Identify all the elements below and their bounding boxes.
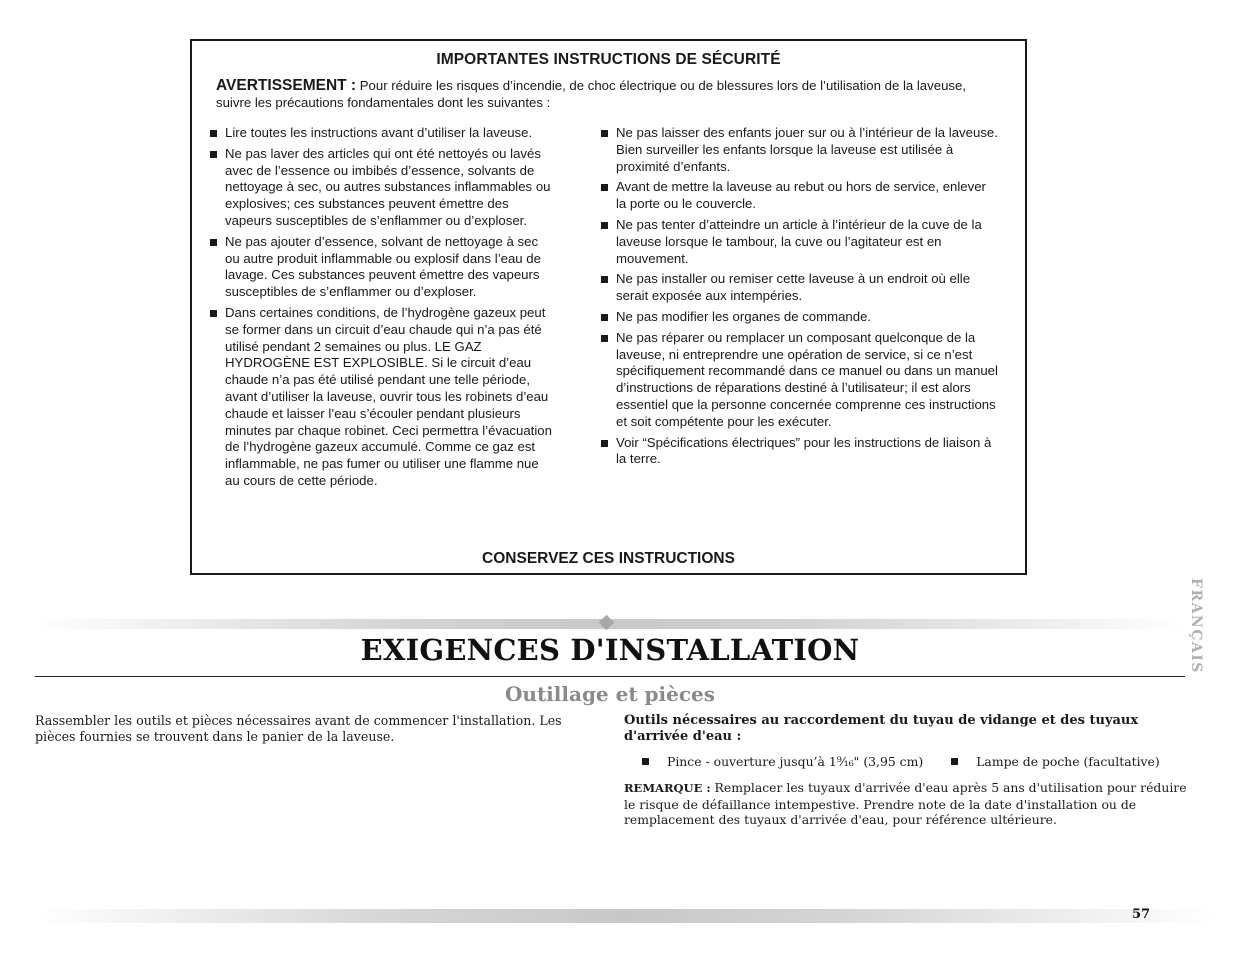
safety-footer: CONSERVEZ CES INSTRUCTIONS: [482, 550, 735, 567]
warning-text: Pour réduire les risques d’incendie, de choc électrique ou de blessures lors de l’utilisation de la laveuse, suivre les précautions fondamentales dont les suivantes :: [216, 78, 966, 110]
section-title: EXIGENCES D'INSTALLATION: [360, 633, 860, 667]
safety-instructions-box: [190, 39, 1027, 575]
language-side-label: FRANÇAIS: [1188, 578, 1204, 674]
square-bullet-icon: [951, 758, 958, 765]
warning-paragraph: [216, 77, 996, 111]
list-item: Pince - ouverture jusqu’à 1⁹⁄₁₆" (3,95 cm): [642, 754, 923, 769]
note-text: Remplacer les tuyaux d'arrivée d'eau après 5 ans d'utilisation pour réduire le risque de défaillance intempestive. Prendre note de la date d'installation ou de remplacement des tuyaux d'arrivée d'eau, pour référence ultérieure.: [624, 780, 1187, 827]
safety-list-left: [210, 125, 555, 494]
square-bullet-icon: [601, 314, 608, 321]
square-bullet-icon: [601, 222, 608, 229]
square-bullet-icon: [210, 310, 217, 317]
tools-list: [642, 754, 1182, 769]
tools-heading: Outils nécessaires au raccordement du tuyau de vidange et des tuyaux d'arrivée d'eau :: [624, 713, 1139, 744]
note-label: REMARQUE :: [624, 781, 711, 795]
warning-label: AVERTISSEMENT :: [216, 77, 357, 94]
divider: [35, 676, 1185, 677]
list-item: Dans certaines conditions, de l’hydrogène gazeux peut se former dans un circuit d’eau chaude qui n’a pas été utilisé pendant 2 semaines ou plus. LE GAZ HYDROGÈNE EST EXPLOSIBLE. Si le circuit d’eau chaude n’a pas été utilisé pendant une telle période, avant d’utiliser la laveuse, ouvrir tous les robinets d’eau chaude et laisser l’eau s’écouler pendant plusieurs minutes par chaque robinet. Ceci permettra l’évacuation de l’hydrogène gazeux accumulé. Comme ce gaz est inflammable, ne pas fumer ou utiliser une flamme nue au cours de cette période.: [210, 305, 555, 490]
footer-band: [35, 909, 1215, 923]
square-bullet-icon: [642, 758, 649, 765]
square-bullet-icon: [601, 335, 608, 342]
safety-list-right: [601, 125, 999, 472]
note-paragraph: [624, 780, 1189, 828]
intro-paragraph: Rassembler les outils et pièces nécessaires avant de commencer l'installation. Les pièces fournies se trouvent dans le panier de la laveuse.: [35, 713, 562, 744]
list-item: Lampe de poche (facultative): [951, 754, 1160, 769]
page-number: 57: [1132, 907, 1151, 922]
square-bullet-icon: [210, 151, 217, 158]
square-bullet-icon: [601, 276, 608, 283]
list-item: Ne pas tenter d’atteindre un article à l’intérieur de la cuve de la laveuse lorsque le tambour, la cuve ou l’agitateur est en mouvement.: [601, 217, 999, 267]
square-bullet-icon: [601, 130, 608, 137]
list-item: Ne pas réparer ou remplacer un composant quelconque de la laveuse, ni entreprendre une opération de service, si ce n’est spécifiquement recommandé dans ce manuel ou dans un manuel d’instructions de réparations destiné à l’utilisateur; il est alors essentiel que la personne concernée comprenne ces instructions et soit compétente pour les exécuter.: [601, 330, 999, 431]
list-item: Ne pas ajouter d’essence, solvant de nettoyage à sec ou autre produit inflammable ou explosif dans l’eau de lavage. Ces substances peuvent émettre des vapeurs susceptibles de s’enflammer ou d’exploser.: [210, 234, 555, 301]
square-bullet-icon: [601, 184, 608, 191]
list-item: Ne pas laisser des enfants jouer sur ou à l’intérieur de la laveuse. Bien surveiller les enfants lorsque la laveuse est utilisée à proximité d’enfants.: [601, 125, 999, 175]
section-subtitle: Outillage et pièces: [504, 682, 716, 706]
list-item: Avant de mettre la laveuse au rebut ou hors de service, enlever la porte ou le couvercle.: [601, 179, 999, 213]
square-bullet-icon: [210, 130, 217, 137]
list-item: Ne pas installer ou remiser cette laveuse à un endroit où elle serait exposée aux intempéries.: [601, 271, 999, 305]
list-item: Lire toutes les instructions avant d’utiliser la laveuse.: [210, 125, 555, 142]
list-item: Ne pas modifier les organes de commande.: [601, 309, 999, 326]
list-item: Voir “Spécifications électriques” pour les instructions de liaison à la terre.: [601, 435, 999, 469]
square-bullet-icon: [601, 440, 608, 447]
square-bullet-icon: [210, 239, 217, 246]
safety-title: IMPORTANTES INSTRUCTIONS DE SÉCURITÉ: [436, 51, 781, 68]
list-item: Ne pas laver des articles qui ont été nettoyés ou lavés avec de l’essence ou imbibés d’essence, solvants de nettoyage à sec, ou autres substances inflammables ou explosives; ces substances peuvent émettre des vapeurs susceptibles de s’enflammer ou d’exploser.: [210, 146, 555, 230]
